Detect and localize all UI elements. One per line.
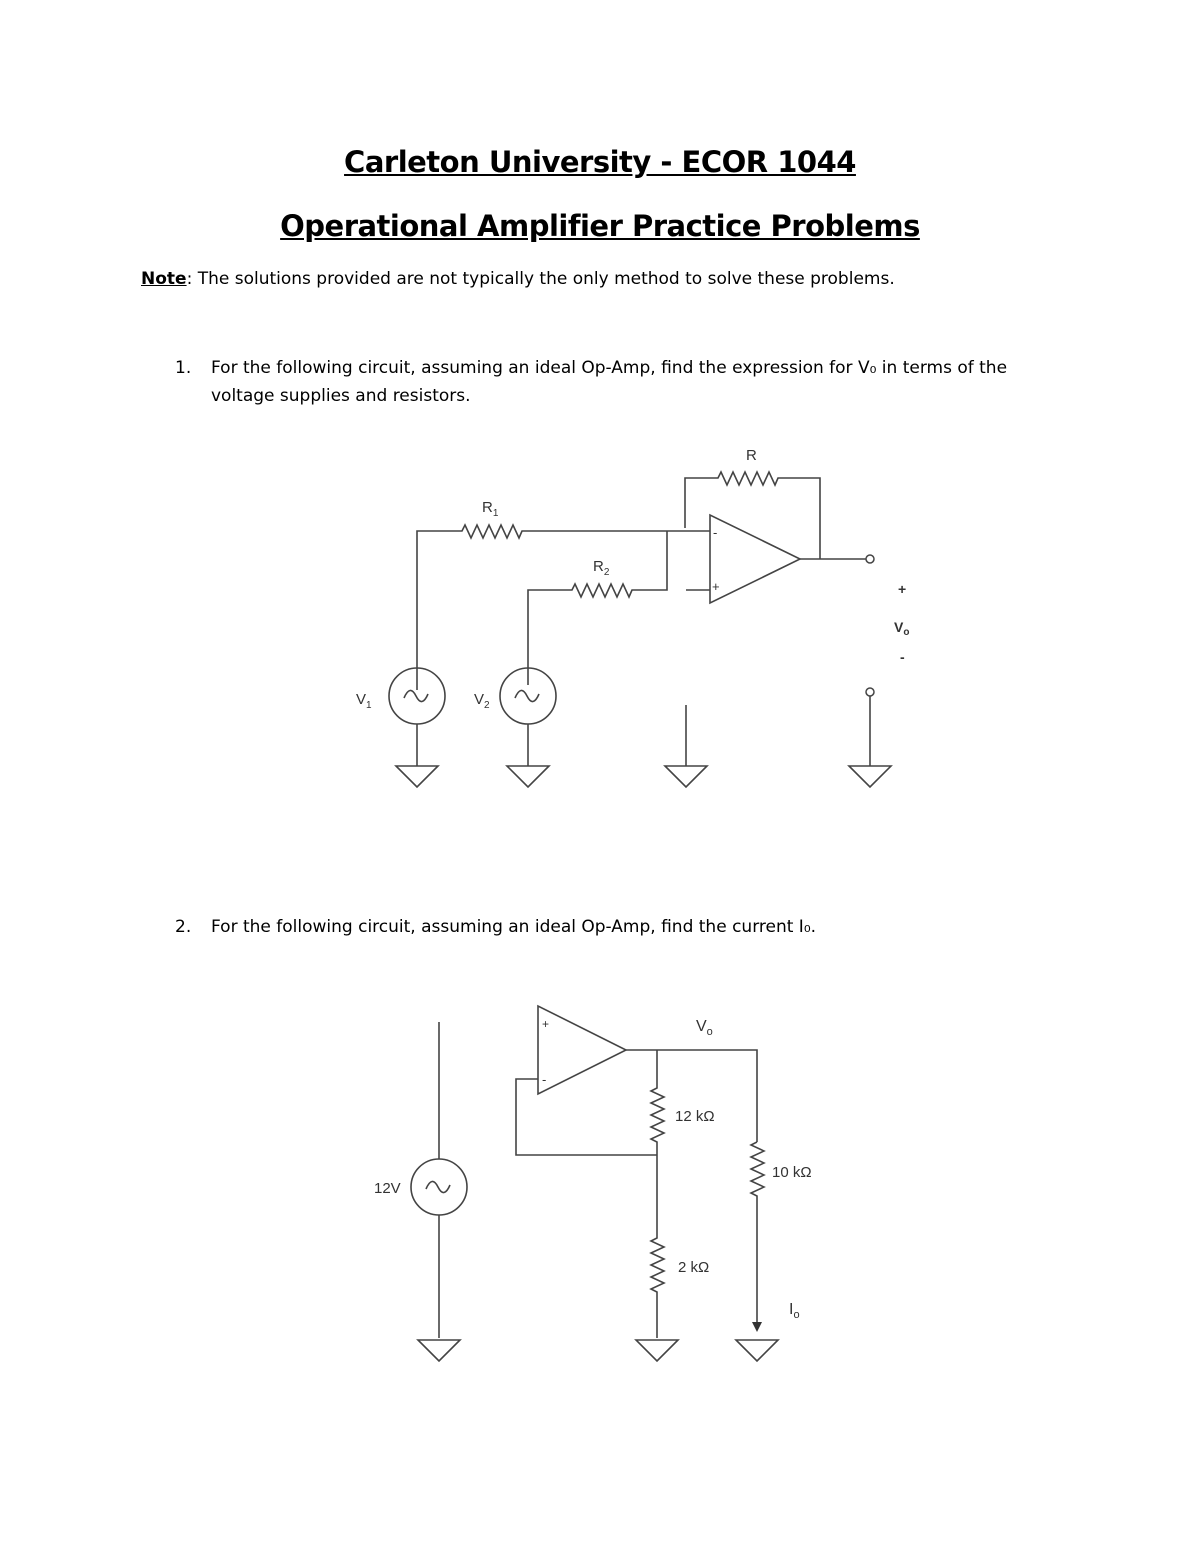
problem-2-number: 2.	[175, 917, 192, 937]
ground-icon	[736, 1340, 778, 1361]
opamp-1	[710, 515, 800, 603]
sine-icon	[515, 690, 539, 701]
resistor-r1-label: $R_1$	[482, 499, 499, 519]
current-arrow-icon	[752, 1322, 762, 1332]
resistor-r	[685, 472, 820, 559]
vo-label: $V_o$	[894, 619, 910, 638]
source-v1-label: $V_1$	[356, 691, 372, 711]
source-12v-label: 12V	[374, 1180, 401, 1197]
resistor-r2-label: $R_2$	[593, 558, 610, 578]
output-terminal	[866, 555, 874, 563]
vo-plus-sign: +	[898, 581, 907, 597]
document-title: Carleton University - ECOR 1044	[344, 145, 856, 179]
resistor-2k-label: 2 kΩ	[678, 1259, 710, 1276]
source-v2-label: $V_2$	[474, 691, 490, 711]
ground-icon	[396, 766, 438, 787]
io-label: $I_o$	[789, 1301, 800, 1321]
feedback-wire	[516, 1079, 657, 1155]
resistor-10k-label: 10 kΩ	[772, 1164, 812, 1181]
note-text: : The solutions provided are not typically the only method to solve these problems.	[186, 269, 895, 289]
circuit-1	[356, 447, 909, 787]
ground-icon	[665, 766, 707, 787]
resistor-r2	[528, 531, 667, 685]
resistor-10k	[751, 1142, 764, 1330]
resistor-r-label: R	[746, 447, 757, 464]
vo-node-label: $V_o$	[696, 1018, 713, 1038]
ground-icon	[418, 1340, 460, 1361]
vo-wire	[626, 1050, 757, 1142]
note-label: Note	[141, 269, 187, 289]
problem-1-text: For the following circuit, assuming an ideal Op-Amp, find the expression for V₀ in terms of the voltage supplies and resistors.	[211, 358, 1008, 406]
document-subtitle: Operational Amplifier Practice Problems	[280, 209, 920, 243]
opamp-2	[538, 1006, 626, 1094]
resistor-2k	[651, 1155, 664, 1338]
problem-2-text: For the following circuit, assuming an ideal Op-Amp, find the current I₀.	[211, 917, 817, 937]
resistor-12k-label: 12 kΩ	[675, 1108, 715, 1125]
sine-icon	[404, 690, 428, 701]
opamp-1-plus-label: +	[712, 579, 720, 594]
output-ground-terminal	[866, 688, 874, 696]
problem-1-number: 1.	[175, 358, 192, 378]
resistor-r1	[417, 525, 710, 690]
ground-icon	[507, 766, 549, 787]
ground-icon	[636, 1340, 678, 1361]
source-12v	[411, 1159, 467, 1215]
opamp-2-plus-label: +	[542, 1017, 550, 1031]
opamp-1-minus-label: -	[713, 525, 718, 540]
circuit-2	[374, 1006, 812, 1361]
vo-minus-sign: -	[900, 649, 905, 665]
opamp-2-minus-label: -	[542, 1072, 547, 1087]
resistor-12k	[651, 1050, 664, 1155]
ground-icon	[849, 766, 891, 787]
sine-icon	[426, 1181, 450, 1192]
